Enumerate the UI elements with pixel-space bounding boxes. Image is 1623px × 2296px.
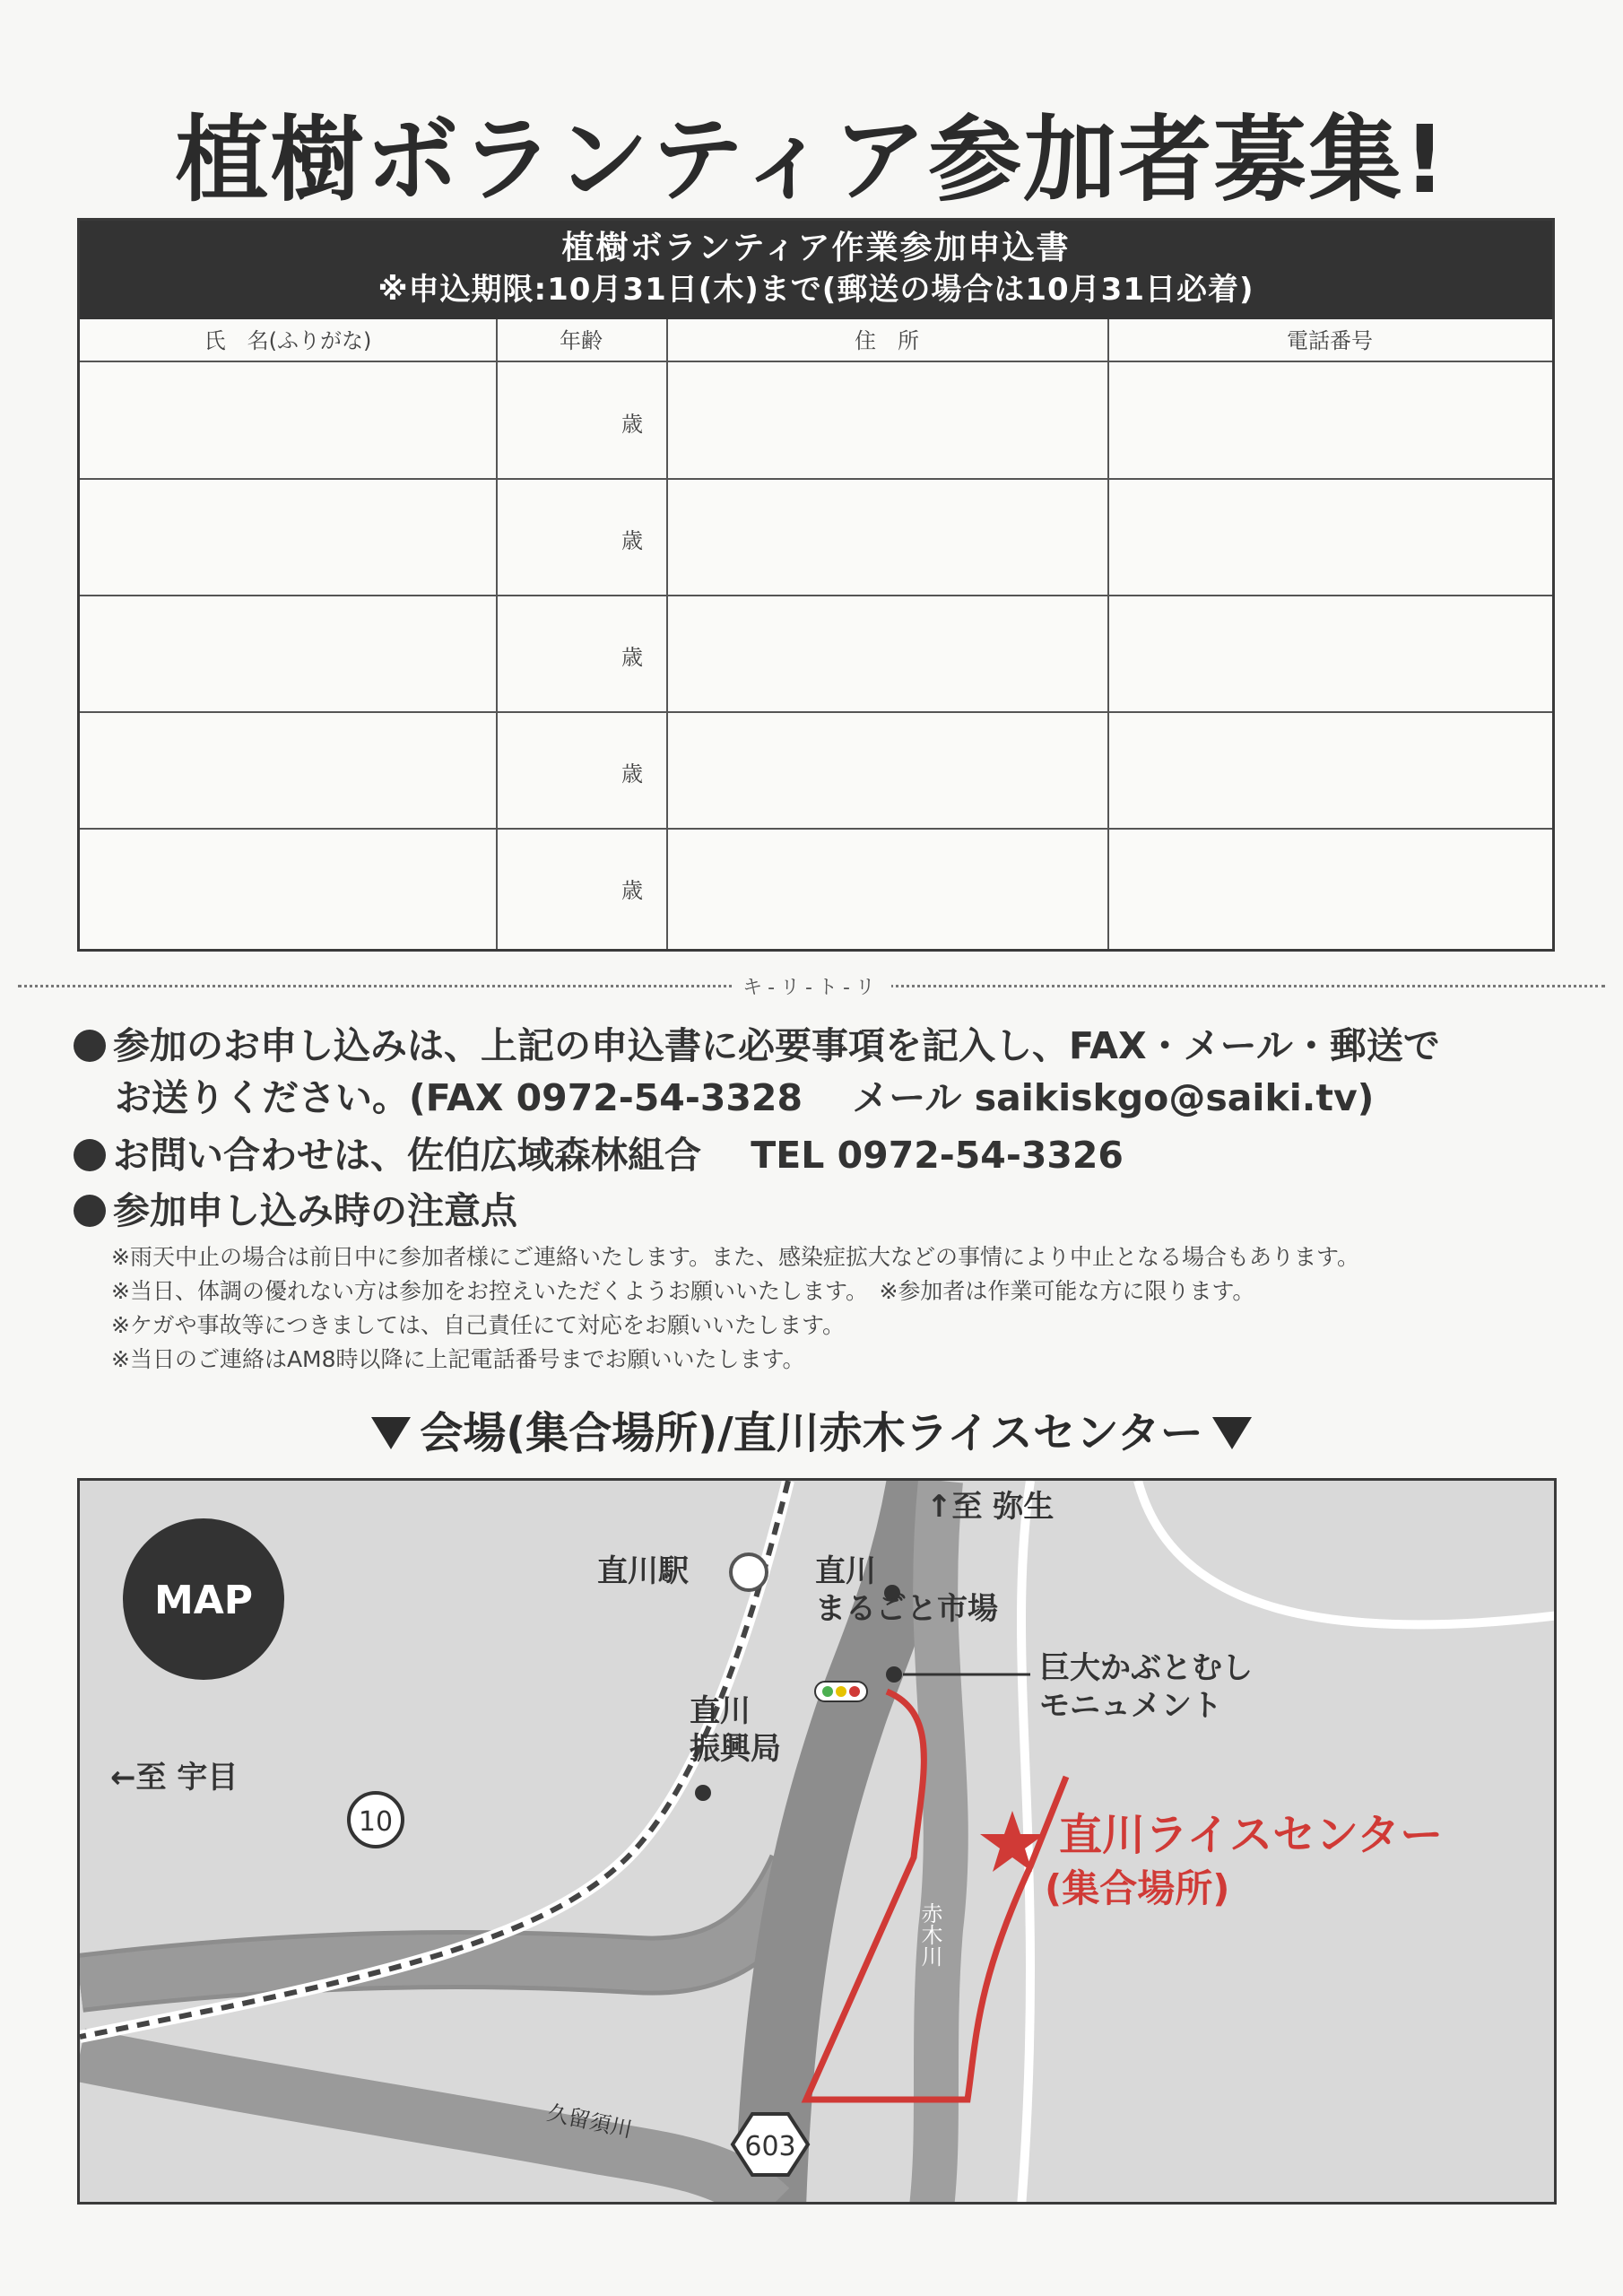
map-badge-text: MAP (153, 1578, 254, 1623)
river-kurusu (80, 2055, 770, 2205)
river-kurusu-label: 久留須川 (544, 2100, 635, 2143)
station-icon (731, 1554, 767, 1590)
application-form (77, 218, 1555, 952)
row-divider (80, 478, 1552, 480)
note-line: ※ケガや事故等につきましては、自己責任にて対応をお願いいたします。 (111, 1312, 845, 1338)
road-minor (1138, 1481, 1557, 1624)
age-unit: 歳 (621, 878, 643, 903)
bullet-icon (74, 1139, 106, 1171)
triangle-down-icon (1212, 1417, 1252, 1449)
monument-label-line1: 巨大かぶとむし (1039, 1650, 1253, 1686)
info-application: 参加のお申し込みは、上記の申込書に必要事項を記入し、FAX・メール・郵送で (74, 1021, 1440, 1071)
column-divider (666, 319, 668, 949)
route-603-label: 603 (744, 2131, 796, 2162)
column-header-age: 年齢 (496, 319, 666, 362)
venue-map (77, 1478, 1557, 2205)
main-title: 植樹ボランティア参加者募集! (175, 105, 1448, 214)
rice-center-label: 直川ライスセンター (1059, 1810, 1444, 1860)
station-label: 直川駅 (597, 1553, 689, 1589)
info-inquiry: お問い合わせは、佐伯広域森林組合 TEL 0972-54-3326 (74, 1130, 1124, 1180)
age-unit: 歳 (621, 761, 643, 787)
triangle-down-icon (371, 1417, 411, 1449)
office-point-icon (695, 1785, 711, 1801)
arrow-up-icon: ↑ (926, 1489, 952, 1525)
note-line: ※雨天中止の場合は前日中に参加者様にご連絡いたします。また、感染症拡大などの事情により中止となる場合もあります。 (111, 1244, 1359, 1270)
note-line: ※当日のご連絡はAM8時以降に上記電話番号までお願いいたします。 (111, 1346, 805, 1372)
info-notes-heading: 参加申し込み時の注意点 (74, 1186, 517, 1236)
river-akagi-label: 赤木川 (917, 1902, 942, 1967)
row-divider (80, 828, 1552, 830)
ume-direction-label: ←至 宇目 (110, 1760, 239, 1796)
arrow-left-icon: ← (110, 1760, 136, 1796)
column-divider (1107, 319, 1109, 949)
monument-point-icon (886, 1666, 902, 1683)
note-line: ※当日、体調の優れない方は参加をお控えいただくようお願いいたします。 ※参加者は作業可能な方に限ります。 (111, 1278, 1255, 1304)
yayoi-direction-label: ↑至 弥生 (926, 1489, 1055, 1525)
row-divider (80, 711, 1552, 713)
rice-center-sub-label: (集合場所) (1045, 1866, 1230, 1910)
info-contact-methods: お送りください。(FAX 0972-54-3328 メール saikiskgo@saiki.tv) (115, 1076, 1375, 1119)
form-heading: 植樹ボランティア作業参加申込書 (561, 230, 1071, 266)
market-label-line2: まるごと市場 (815, 1591, 998, 1627)
form-deadline: ※申込期限:10月31日(木)まで(郵送の場合は10月31日必着) (378, 272, 1254, 308)
age-unit: 歳 (621, 645, 643, 670)
office-label-line2: 振興局 (690, 1731, 781, 1767)
column-header-name: 氏 名(ふりがな) (80, 319, 496, 362)
age-unit: 歳 (621, 528, 643, 553)
cut-label: キ-リ-ト-リ (0, 972, 1623, 1000)
form-header (80, 221, 1552, 319)
monument-label-line2: モニュメント (1039, 1688, 1222, 1724)
row-divider (80, 595, 1552, 596)
age-unit: 歳 (621, 412, 643, 437)
bullet-icon (74, 1195, 106, 1227)
column-header-phone: 電話番号 (1107, 319, 1552, 362)
column-divider (496, 319, 498, 949)
route-10-label: 10 (358, 1806, 394, 1838)
office-label-line1: 直川 (690, 1693, 751, 1729)
venue-title: 会場(集合場所)/直川赤木ライスセンター (0, 1406, 1623, 1460)
column-header-address: 住 所 (666, 319, 1107, 362)
market-label-line1: 直川 (815, 1553, 876, 1589)
bullet-icon (74, 1030, 106, 1062)
